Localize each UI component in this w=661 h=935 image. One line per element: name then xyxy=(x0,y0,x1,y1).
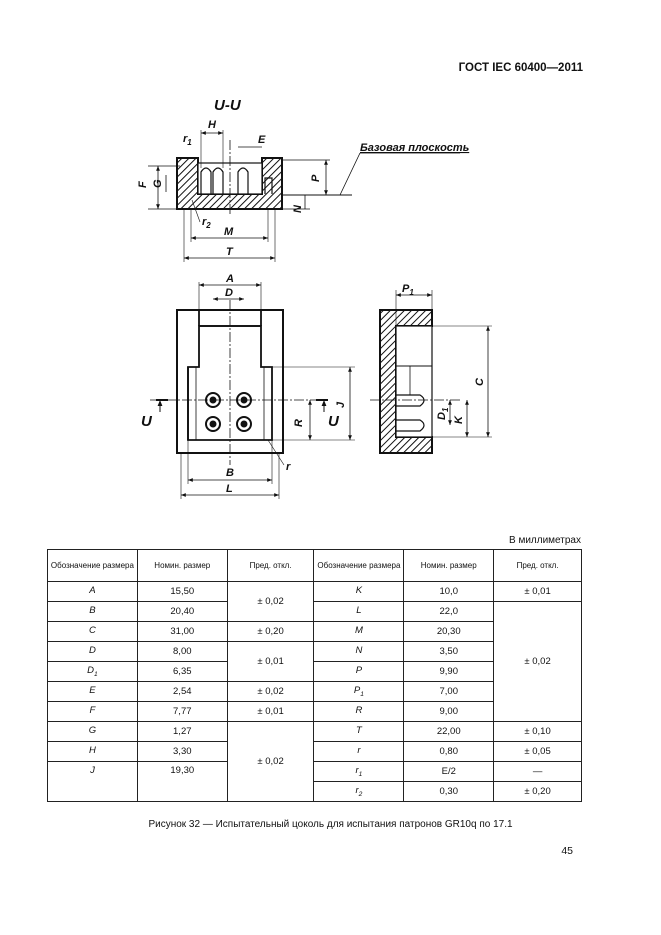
table-row xyxy=(48,602,582,622)
symbol-cell: G xyxy=(48,722,138,742)
table-row xyxy=(48,742,582,762)
value-cell: 22,0 xyxy=(404,602,494,622)
symbol-cell: r xyxy=(314,742,404,762)
section-u-u xyxy=(148,97,460,262)
label-E: E xyxy=(258,134,266,146)
label-L: L xyxy=(226,483,233,495)
value-cell: 8,00 xyxy=(137,642,227,662)
value-cell: 15,50 xyxy=(137,582,227,602)
label-F: F xyxy=(137,181,149,188)
symbol-cell: E xyxy=(48,682,138,702)
symbol-cell: H xyxy=(48,742,138,762)
symbol-cell: T xyxy=(314,722,404,742)
value-cell: 20,30 xyxy=(404,622,494,642)
label-H: H xyxy=(208,119,216,131)
value-cell: 22,00 xyxy=(404,722,494,742)
label-U-left: U xyxy=(141,413,152,430)
label-N: N xyxy=(292,205,304,213)
tolerance-cell: ± 0,10 xyxy=(494,722,582,742)
tolerance-cell: ± 0,02 xyxy=(227,722,314,802)
label-D1: $D_1$ xyxy=(436,407,450,420)
symbol-cell: $r_1$ xyxy=(314,762,404,782)
dimensions-table xyxy=(47,549,582,802)
tolerance-cell: ± 0,20 xyxy=(494,782,582,802)
value-cell: 7,77 xyxy=(137,702,227,722)
front-labels xyxy=(141,273,347,495)
label-r: r xyxy=(286,461,291,473)
label-D: D xyxy=(225,287,233,299)
figure-caption: Рисунок 32 — Испытательный цоколь для испытания патронов GR10q по 17.1 xyxy=(148,819,513,830)
symbol-cell: J xyxy=(48,762,138,802)
symbol-cell: $P_1$ xyxy=(314,682,404,702)
label-r1: $r_1$ xyxy=(183,133,192,147)
label-C: C xyxy=(474,378,486,386)
value-cell: 9,90 xyxy=(404,662,494,682)
symbol-cell: P xyxy=(314,662,404,682)
symbol-cell: D xyxy=(48,642,138,662)
tolerance-cell: ± 0,01 xyxy=(494,582,582,602)
tolerance-cell: ± 0,02 xyxy=(227,682,314,702)
header-cell: Обозначение размера xyxy=(48,550,138,582)
symbol-cell: N xyxy=(314,642,404,662)
table-header-row xyxy=(48,550,582,582)
label-J: J xyxy=(335,401,347,408)
value-cell: 2,54 xyxy=(137,682,227,702)
tolerance-cell: ± 0,01 xyxy=(227,642,314,682)
section-title: U-U xyxy=(214,97,241,114)
tolerance-cell: ± 0,05 xyxy=(494,742,582,762)
symbol-cell: $D_1$ xyxy=(48,662,138,682)
value-cell: 9,00 xyxy=(404,702,494,722)
symbol-cell: F xyxy=(48,702,138,722)
label-M: M xyxy=(224,226,234,238)
header-cell: Пред. откл. xyxy=(494,550,582,582)
value-cell: 3,50 xyxy=(404,642,494,662)
label-K: K xyxy=(453,416,465,424)
page-number: 45 xyxy=(561,845,573,857)
header-cell: Пред. откл. xyxy=(227,550,314,582)
value-cell: 0,30 xyxy=(404,782,494,802)
symbol-cell: R xyxy=(314,702,404,722)
table-row xyxy=(48,582,582,602)
symbol-cell: $r_2$ xyxy=(314,782,404,802)
value-cell: 19,30 xyxy=(137,762,227,802)
label-r2: $r_2$ xyxy=(202,216,211,230)
label-A: A xyxy=(226,273,234,285)
tolerance-cell: ± 0,02 xyxy=(227,582,314,622)
value-cell: E/2 xyxy=(404,762,494,782)
value-cell: 7,00 xyxy=(404,682,494,702)
header-cell: Номин. размер xyxy=(137,550,227,582)
label-R: R xyxy=(293,419,305,427)
value-cell: 6,35 xyxy=(137,662,227,682)
label-B: B xyxy=(226,467,234,479)
side-section xyxy=(370,290,492,453)
symbol-cell: B xyxy=(48,602,138,622)
tolerance-cell: ± 0,20 xyxy=(227,622,314,642)
standard-number: ГОСТ IEC 60400—2011 xyxy=(458,62,583,74)
label-P1: $P_1$ xyxy=(402,283,414,297)
symbol-cell: K xyxy=(314,582,404,602)
symbol-cell: A xyxy=(48,582,138,602)
value-cell: 31,00 xyxy=(137,622,227,642)
symbol-cell: L xyxy=(314,602,404,622)
value-cell: 3,30 xyxy=(137,742,227,762)
label-U-right: U xyxy=(328,413,339,430)
label-P: P xyxy=(310,174,322,182)
symbol-cell: M xyxy=(314,622,404,642)
units-note: В миллиметрах xyxy=(509,535,581,546)
value-cell: 1,27 xyxy=(137,722,227,742)
tolerance-cell: ± 0,02 xyxy=(494,602,582,722)
header-cell: Обозначение размера xyxy=(314,550,404,582)
header-cell: Номин. размер xyxy=(404,550,494,582)
value-cell: 0,80 xyxy=(404,742,494,762)
symbol-cell: C xyxy=(48,622,138,642)
label-base-plane: Базовая плоскость xyxy=(360,142,470,154)
label-T: T xyxy=(226,246,233,258)
front-view xyxy=(150,282,355,499)
table-row xyxy=(48,762,582,782)
table-row xyxy=(48,722,582,742)
tolerance-cell: ± 0,01 xyxy=(227,702,314,722)
value-cell: 10,0 xyxy=(404,582,494,602)
tolerance-cell: — xyxy=(494,762,582,782)
value-cell: 20,40 xyxy=(137,602,227,622)
label-G: G xyxy=(152,179,164,188)
